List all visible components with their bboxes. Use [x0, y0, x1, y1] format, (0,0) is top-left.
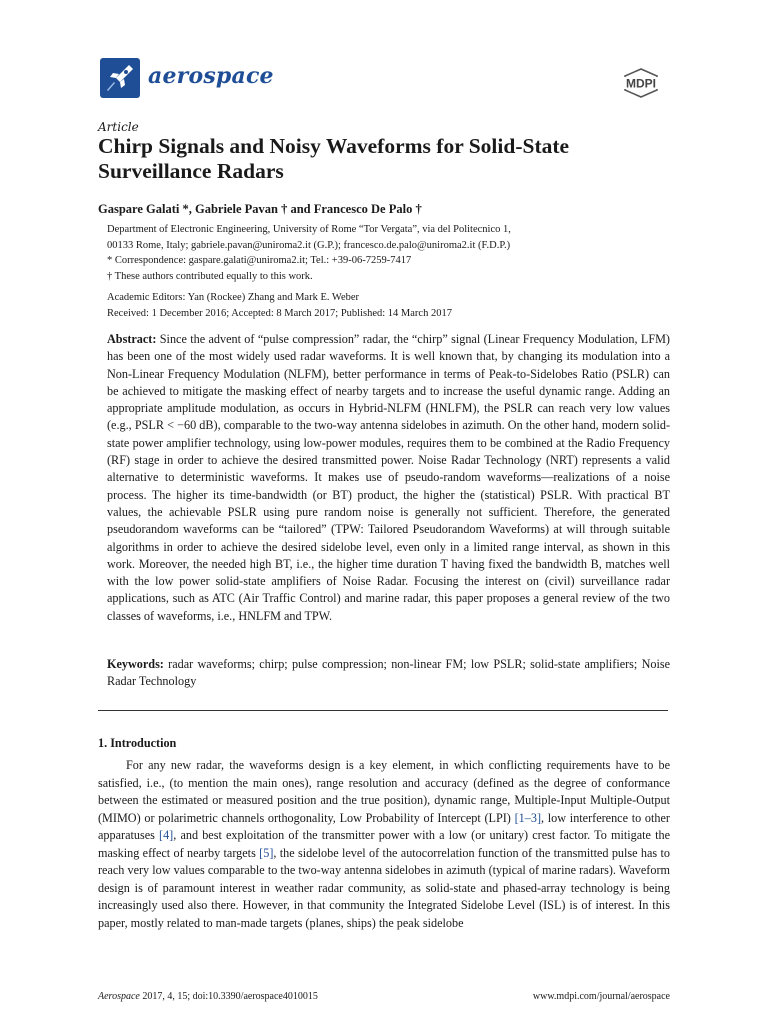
keywords — [107, 656, 670, 691]
abstract-label: Abstract: — [107, 332, 157, 346]
author-list: Gaspare Galati *, Gabriele Pavan † and Francesco De Palo † — [98, 202, 422, 216]
paper-title: Chirp Signals and Noisy Waveforms for Solid-State Surveillance Radars — [98, 134, 570, 183]
footer-url[interactable]: www.mdpi.com/journal/aerospace — [532, 991, 670, 1002]
mdpi-logo-icon — [612, 68, 670, 98]
equal-contribution-note: † These authors contributed equally to this work. — [107, 270, 313, 282]
publisher-logo — [612, 68, 670, 102]
footer-citation — [98, 991, 318, 1002]
academic-editors: Academic Editors: Yan (Rockee) Zhang and Mark E. Weber — [107, 292, 360, 303]
footer-doi: 2017, 4, 15; doi:10.3390/aerospace4010015 — [142, 991, 318, 1002]
body-text: For any new radar, the waveforms design is a key element, in which conflicting requirements have to be satisfied, i.e., (to mention the main ones), range resolution and accuracy (defined as the degree of conformance between the estimated or measured position and the true position), dynamic range, Multiple-Input Multiple-Output (MIMO) or polarimetric channels orthogonality, Low Probability of Intercept (LPI) — [98, 758, 670, 825]
citation-link[interactable]: [5] — [259, 845, 274, 860]
rocket-icon — [98, 56, 142, 100]
journal-logo — [98, 56, 274, 100]
correspondence-line: * Correspondence: gaspare.galati@uniroma2.it; Tel.: +39-06-7259-7417 — [107, 255, 412, 266]
publisher-name: MDPI — [626, 76, 656, 91]
citation-link[interactable]: [4] — [159, 828, 174, 842]
abstract — [107, 331, 670, 625]
body-text: , the sidelobe level of the autocorrelation function of the transmitted pulse has to reach very low values comparable to the two-way antenna sidelobes in azimuth (typical of marine radars). Waveform design is of paramount interest in weather radar community, as solid-state and phased-array technology is being increasingly used also there. However, in that community the Integrated Sidelobe Level (ISL) is of interest. In this paper, mostly related to man-made targets (planes, ships) the peak sidelobe — [98, 845, 670, 930]
keywords-text: radar waveforms; chirp; pulse compression; non-linear FM; low PSLR; solid-state amplifiers; Noise Radar Technology — [107, 657, 671, 689]
publication-dates: Received: 1 December 2016; Accepted: 8 March 2017; Published: 14 March 2017 — [107, 307, 452, 319]
editorial-info — [107, 290, 452, 321]
citation-link[interactable]: [1–3] — [514, 810, 542, 825]
footer-journal: Aerospace — [98, 991, 140, 1002]
section-divider — [98, 710, 668, 711]
affiliation-line: 00133 Rome, Italy; gabriele.pavan@uniroma2.it (G.P.); francesco.de.palo@uniroma2.it (F.D.P.) — [107, 239, 511, 251]
section-heading: 1. Introduction — [98, 736, 177, 750]
body-text: , and best exploitation of the transmitter power with a low (or unitary) crest factor. To mitigate the masking effect of nearby targets — [98, 828, 670, 860]
keywords-label: Keywords: — [107, 657, 164, 671]
intro-paragraph — [98, 757, 670, 932]
journal-name: aerospace — [148, 63, 274, 89]
abstract-text: Since the advent of “pulse compression” radar, the “chirp” signal (Linear Frequency Modulation, LFM) has been one of the most widely used radar waveforms. It is well known that, by changing its modulation into a Non-Linear Frequency Modulation (NLFM), better performance in terms of Peak-to-Sidelobes Ratio (PSLR) can be achieved to mitigate the masking effect of nearby targets and to increase the useful dynamic range. Adding an appropriate amplitude modulation, as occurs in Hybrid-NLFM (HNLFM), the PSLR can reach very low values (e.g., PSLR < −60 dB), comparable to the two-way antenna sidelobes in azimuth. On the other hand, modern solid-state power amplifier technology, using low-power modules, requires them to be combined at the Radio Frequency (RF) stage in order to achieve the desired transmitted power. Noise Radar Technology (NRT) represents a valid alternative to deterministic waveforms. It makes use of pseudo-random waveforms—realizations of a noise process. The higher its time-bandwidth (or BT) product, the higher the (statistical) PSLR. With practical BT values, the achievable PSLR using pure random noise is generally not sufficient. Therefore, the generated pseudorandom waveforms can be “tailored” (TPW: Tailored Pseudorandom Waveforms) at will through suitable algorithms in order to achieve the desired sidelobe level, even only in a limited range interval, as shown in this work. Moreover, the needed high BT, i.e., the higher time duration T having fixed the bandwidth B, matches well with the low power solid-state amplifiers of Noise Radar. Focusing the interest on (civil) surveillance radar applications, such as ATC (Air Traffic Control) and marine radar, this paper proposes a general review of the two classes of waveforms, i.e., HNLFM and TPW. — [107, 332, 670, 623]
affiliation-line: Department of Electronic Engineering, University of Rome “Tor Vergata”, via del Politecnico 1, — [107, 224, 511, 235]
article-type: Article — [98, 120, 139, 134]
affiliation-block — [107, 222, 511, 284]
body-text: , low interference to other apparatuses — [98, 810, 670, 842]
